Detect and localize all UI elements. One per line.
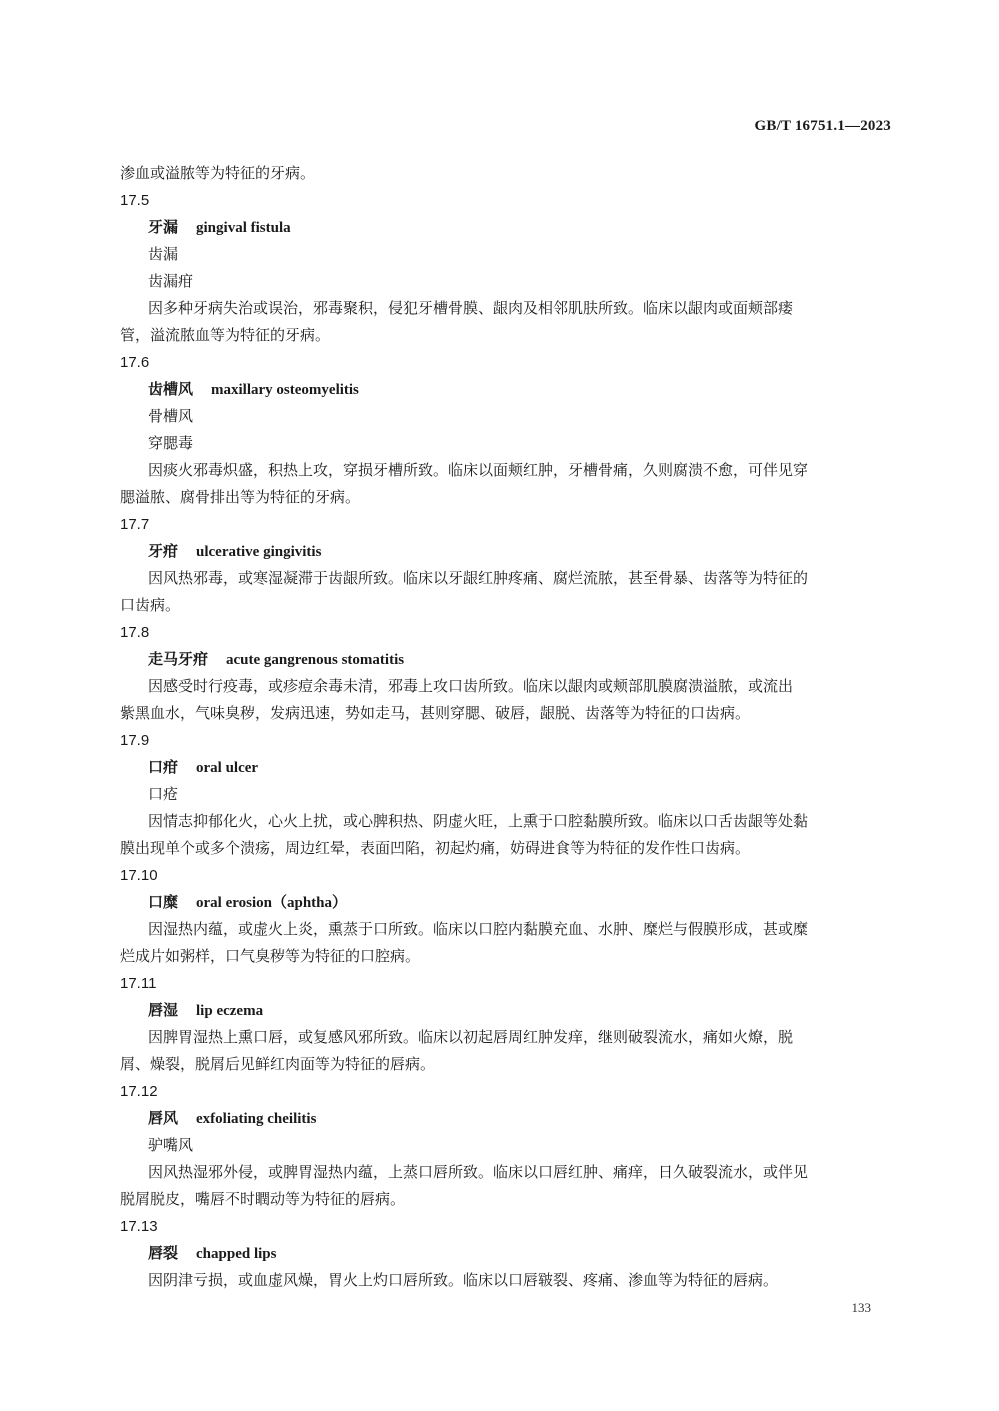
entry-definition-line: 因风热湿邪外侵，或脾胃湿热内蕴，上蒸口唇所致。临床以口唇红肿、痛痒，日久破裂流水，或伴见	[148, 1163, 809, 1181]
term-english: acute gangrenous stomatitis	[226, 652, 405, 668]
term-english: oral ulcer	[196, 760, 259, 776]
entry-definition-line: 因脾胃湿热上熏口唇，或复感风邪所致。临床以初起唇周红肿发痒，继则破裂流水，痛如火燎，脱	[148, 1028, 794, 1046]
entry-definition-line: 因湿热内蕴，或虚火上炎，熏蒸于口所致。临床以口腔内黏膜充血、水肿、糜烂与假膜形成，甚或糜	[148, 920, 809, 938]
entry-number: 17.7	[120, 516, 150, 533]
page-number: 133	[851, 1300, 871, 1315]
entry-number: 17.13	[120, 1218, 158, 1235]
entry-definition-line: 因痰火邪毒炽盛，积热上攻，穿损牙槽所致。临床以面颊红肿，牙槽骨痛，久则腐溃不愈，可伴见穿	[148, 461, 809, 479]
term-chinese: 唇风	[148, 1109, 179, 1127]
entry-definition-line: 屑、燥裂，脱屑后见鲜红肉面等为特征的唇病。	[120, 1055, 436, 1073]
continuation-text: 渗血或溢脓等为特征的牙病。	[120, 164, 316, 182]
term-english: oral erosion（aphtha）	[196, 895, 348, 911]
term-english: ulcerative gingivitis	[196, 544, 322, 560]
term-chinese: 走马牙疳	[148, 650, 209, 668]
entry-term	[120, 1240, 892, 1267]
term-english: exfoliating cheilitis	[196, 1111, 317, 1127]
term-chinese: 唇湿	[148, 1001, 179, 1019]
entry-number: 17.9	[120, 732, 150, 749]
entry-definition-line: 因风热邪毒，或寒湿凝滞于齿龈所致。临床以牙龈红肿疼痛、腐烂流脓，甚至骨暴、齿落等为特征的	[148, 569, 809, 587]
entry-synonym: 口疮	[148, 785, 179, 803]
entry-definition-line: 膜出现单个或多个溃疡，周边红晕，表面凹陷，初起灼痛，妨碍进食等为特征的发作性口齿病。	[120, 839, 751, 857]
term-english: lip eczema	[196, 1003, 264, 1019]
entry-term	[120, 754, 892, 781]
term-chinese: 牙漏	[148, 218, 179, 236]
entry-number: 17.10	[120, 867, 158, 884]
entry-definition-line: 脱屑脱皮，嘴唇不时瞤动等为特征的唇病。	[120, 1190, 406, 1208]
entry-term	[120, 646, 892, 673]
entry-number: 17.5	[120, 192, 150, 209]
entry-synonym: 穿腮毒	[148, 434, 194, 452]
term-chinese: 牙疳	[148, 542, 179, 560]
term-chinese: 齿槽风	[148, 380, 194, 398]
entry-term	[120, 376, 892, 403]
document-body	[120, 160, 892, 1294]
entry-number: 17.11	[120, 975, 157, 992]
entry-definition-line: 紫黑血水，气味臭秽，发病迅速，势如走马，甚则穿腮、破唇，龈脱、齿落等为特征的口齿病。	[120, 704, 751, 722]
term-english: chapped lips	[196, 1246, 277, 1262]
entry-synonym: 驴嘴风	[148, 1136, 194, 1154]
entry-definition-line: 因情志抑郁化火，心火上扰，或心脾积热、阴虚火旺，上熏于口腔黏膜所致。临床以口舌齿龈等处黏	[148, 812, 809, 830]
entry-number: 17.8	[120, 624, 150, 641]
entry-definition-line: 管，溢流脓血等为特征的牙病。	[120, 326, 331, 344]
entry-number: 17.6	[120, 354, 150, 371]
entry-term	[120, 214, 892, 241]
entry-term	[120, 997, 892, 1024]
term-chinese: 唇裂	[148, 1244, 179, 1262]
entry-list	[120, 187, 892, 1294]
entry-number: 17.12	[120, 1083, 158, 1100]
entry-definition-line: 因多种牙病失治或误治，邪毒聚积，侵犯牙槽骨膜、龈肉及相邻肌肤所致。临床以龈肉或面颊部瘘	[148, 299, 794, 317]
term-english: gingival fistula	[196, 220, 291, 236]
entry-synonym: 齿漏疳	[148, 272, 194, 290]
entry-term	[120, 538, 892, 565]
entry-definition-line: 口齿病。	[120, 596, 181, 614]
entry-definition-line: 因阴津亏损，或血虚风燥，胃火上灼口唇所致。临床以口唇皲裂、疼痛、渗血等为特征的唇病。	[148, 1271, 779, 1289]
entry-term	[120, 889, 892, 916]
term-english: maxillary osteomyelitis	[211, 382, 359, 398]
entry-definition-line: 腮溢脓、腐骨排出等为特征的牙病。	[120, 488, 361, 506]
term-chinese: 口糜	[148, 893, 179, 911]
entry-synonym: 齿漏	[148, 245, 179, 263]
term-chinese: 口疳	[148, 758, 179, 776]
standard-code: GB/T 16751.1—2023	[754, 118, 891, 134]
entry-definition-line: 烂成片如粥样，口气臭秽等为特征的口腔病。	[120, 947, 421, 965]
entry-definition-line: 因感受时行疫毒，或疹痘余毒未清，邪毒上攻口齿所致。临床以龈肉或颊部肌膜腐溃溢脓，或流出	[148, 677, 794, 695]
entry-term	[120, 1105, 892, 1132]
entry-synonym: 骨槽风	[148, 407, 194, 425]
